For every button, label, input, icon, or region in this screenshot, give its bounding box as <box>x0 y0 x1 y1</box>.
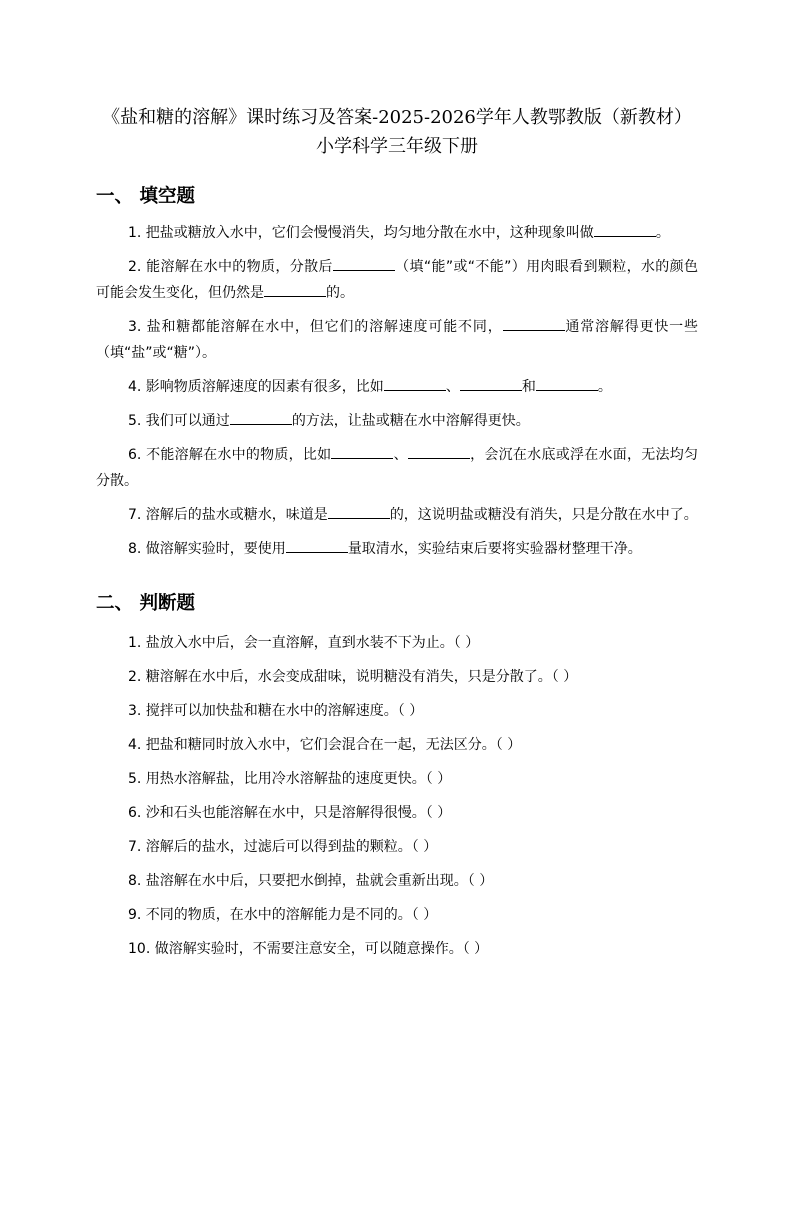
answer-blank[interactable] <box>286 538 348 553</box>
fill-question-7: 7. 溶解后的盐水或糖水，味道是 的，这说明盐或糖没有消失，只是分散在水中了。 <box>96 502 698 528</box>
judge-question-7: 7. 溶解后的盐水，过滤后可以得到盐的颗粒。（ ） <box>128 839 438 855</box>
answer-blank[interactable] <box>408 444 470 459</box>
answer-blank[interactable] <box>460 376 522 391</box>
answer-blank[interactable] <box>264 282 326 297</box>
answer-blank[interactable] <box>331 444 393 459</box>
fill-question-5: 5. 我们可以通过 的方法，让盐或糖在水中溶解得更快。 <box>96 408 698 434</box>
section-heading-fill-in: 一、 填空题 <box>96 186 195 207</box>
judge-question-2: 2. 糖溶解在水中后，水会变成甜味，说明糖没有消失，只是分散了。（ ） <box>128 669 578 685</box>
judge-question-9: 9. 不同的物质，在水中的溶解能力是不同的。（ ） <box>128 907 438 923</box>
answer-blank[interactable] <box>536 376 598 391</box>
fill-question-6: 6. 不能溶解在水中的物质，比如 、 ，会沉在水底或浮在水面，无法均匀分散。 <box>96 442 698 494</box>
page-title: 《盐和糖的溶解》课时练习及答案-2025-2026学年人教鄂教版（新教材） 小学科学三年级下册 <box>102 107 692 157</box>
true-false-question-list <box>96 630 698 962</box>
answer-blank[interactable] <box>230 410 292 425</box>
fill-question-8: 8. 做溶解实验时，要使用 量取清水，实验结束后要将实验器材整理干净。 <box>96 536 698 562</box>
judge-question-5: 5. 用热水溶解盐，比用冷水溶解盐的速度更快。（ ） <box>128 771 452 787</box>
judge-question-8: 8. 盐溶解在水中后，只要把水倒掉，盐就会重新出现。（ ） <box>128 873 494 889</box>
answer-blank[interactable] <box>384 376 446 391</box>
fill-question-3: 3. 盐和糖都能溶解在水中，但它们的溶解速度可能不同， 通常溶解得更快一些（填“盐”或“糖”）。 <box>96 314 698 366</box>
fill-question-4: 4. 影响物质溶解速度的因素有很多，比如 、 和 。 <box>96 374 698 400</box>
worksheet-page <box>0 103 794 1226</box>
fill-question-1: 1. 把盐或糖放入水中，它们会慢慢消失，均匀地分散在水中，这种现象叫做 。 <box>96 220 698 246</box>
answer-blank[interactable] <box>503 316 565 331</box>
judge-question-4: 4. 把盐和糖同时放入水中，它们会混合在一起，无法区分。（ ） <box>128 737 522 753</box>
answer-blank[interactable] <box>328 504 390 519</box>
answer-blank[interactable] <box>333 256 395 271</box>
judge-question-6: 6. 沙和石头也能溶解在水中，只是溶解得很慢。（ ） <box>128 805 452 821</box>
answer-blank[interactable] <box>594 222 656 237</box>
judge-question-10: 10. 做溶解实验时，不需要注意安全，可以随意操作。（ ） <box>128 941 489 957</box>
fill-in-question-list <box>96 220 698 562</box>
section-heading-true-false: 二、 判断题 <box>96 593 195 614</box>
fill-question-2: 2. 能溶解在水中的物质，分散后 （填“能”或“不能”）用肉眼看到颗粒，水的颜色可能会发生变化，但仍然是 的。 <box>96 254 698 306</box>
judge-question-3: 3. 搅拌可以加快盐和糖在水中的溶解速度。（ ） <box>128 703 424 719</box>
judge-question-1: 1. 盐放入水中后，会一直溶解，直到水装不下为止。（ ） <box>128 635 480 651</box>
